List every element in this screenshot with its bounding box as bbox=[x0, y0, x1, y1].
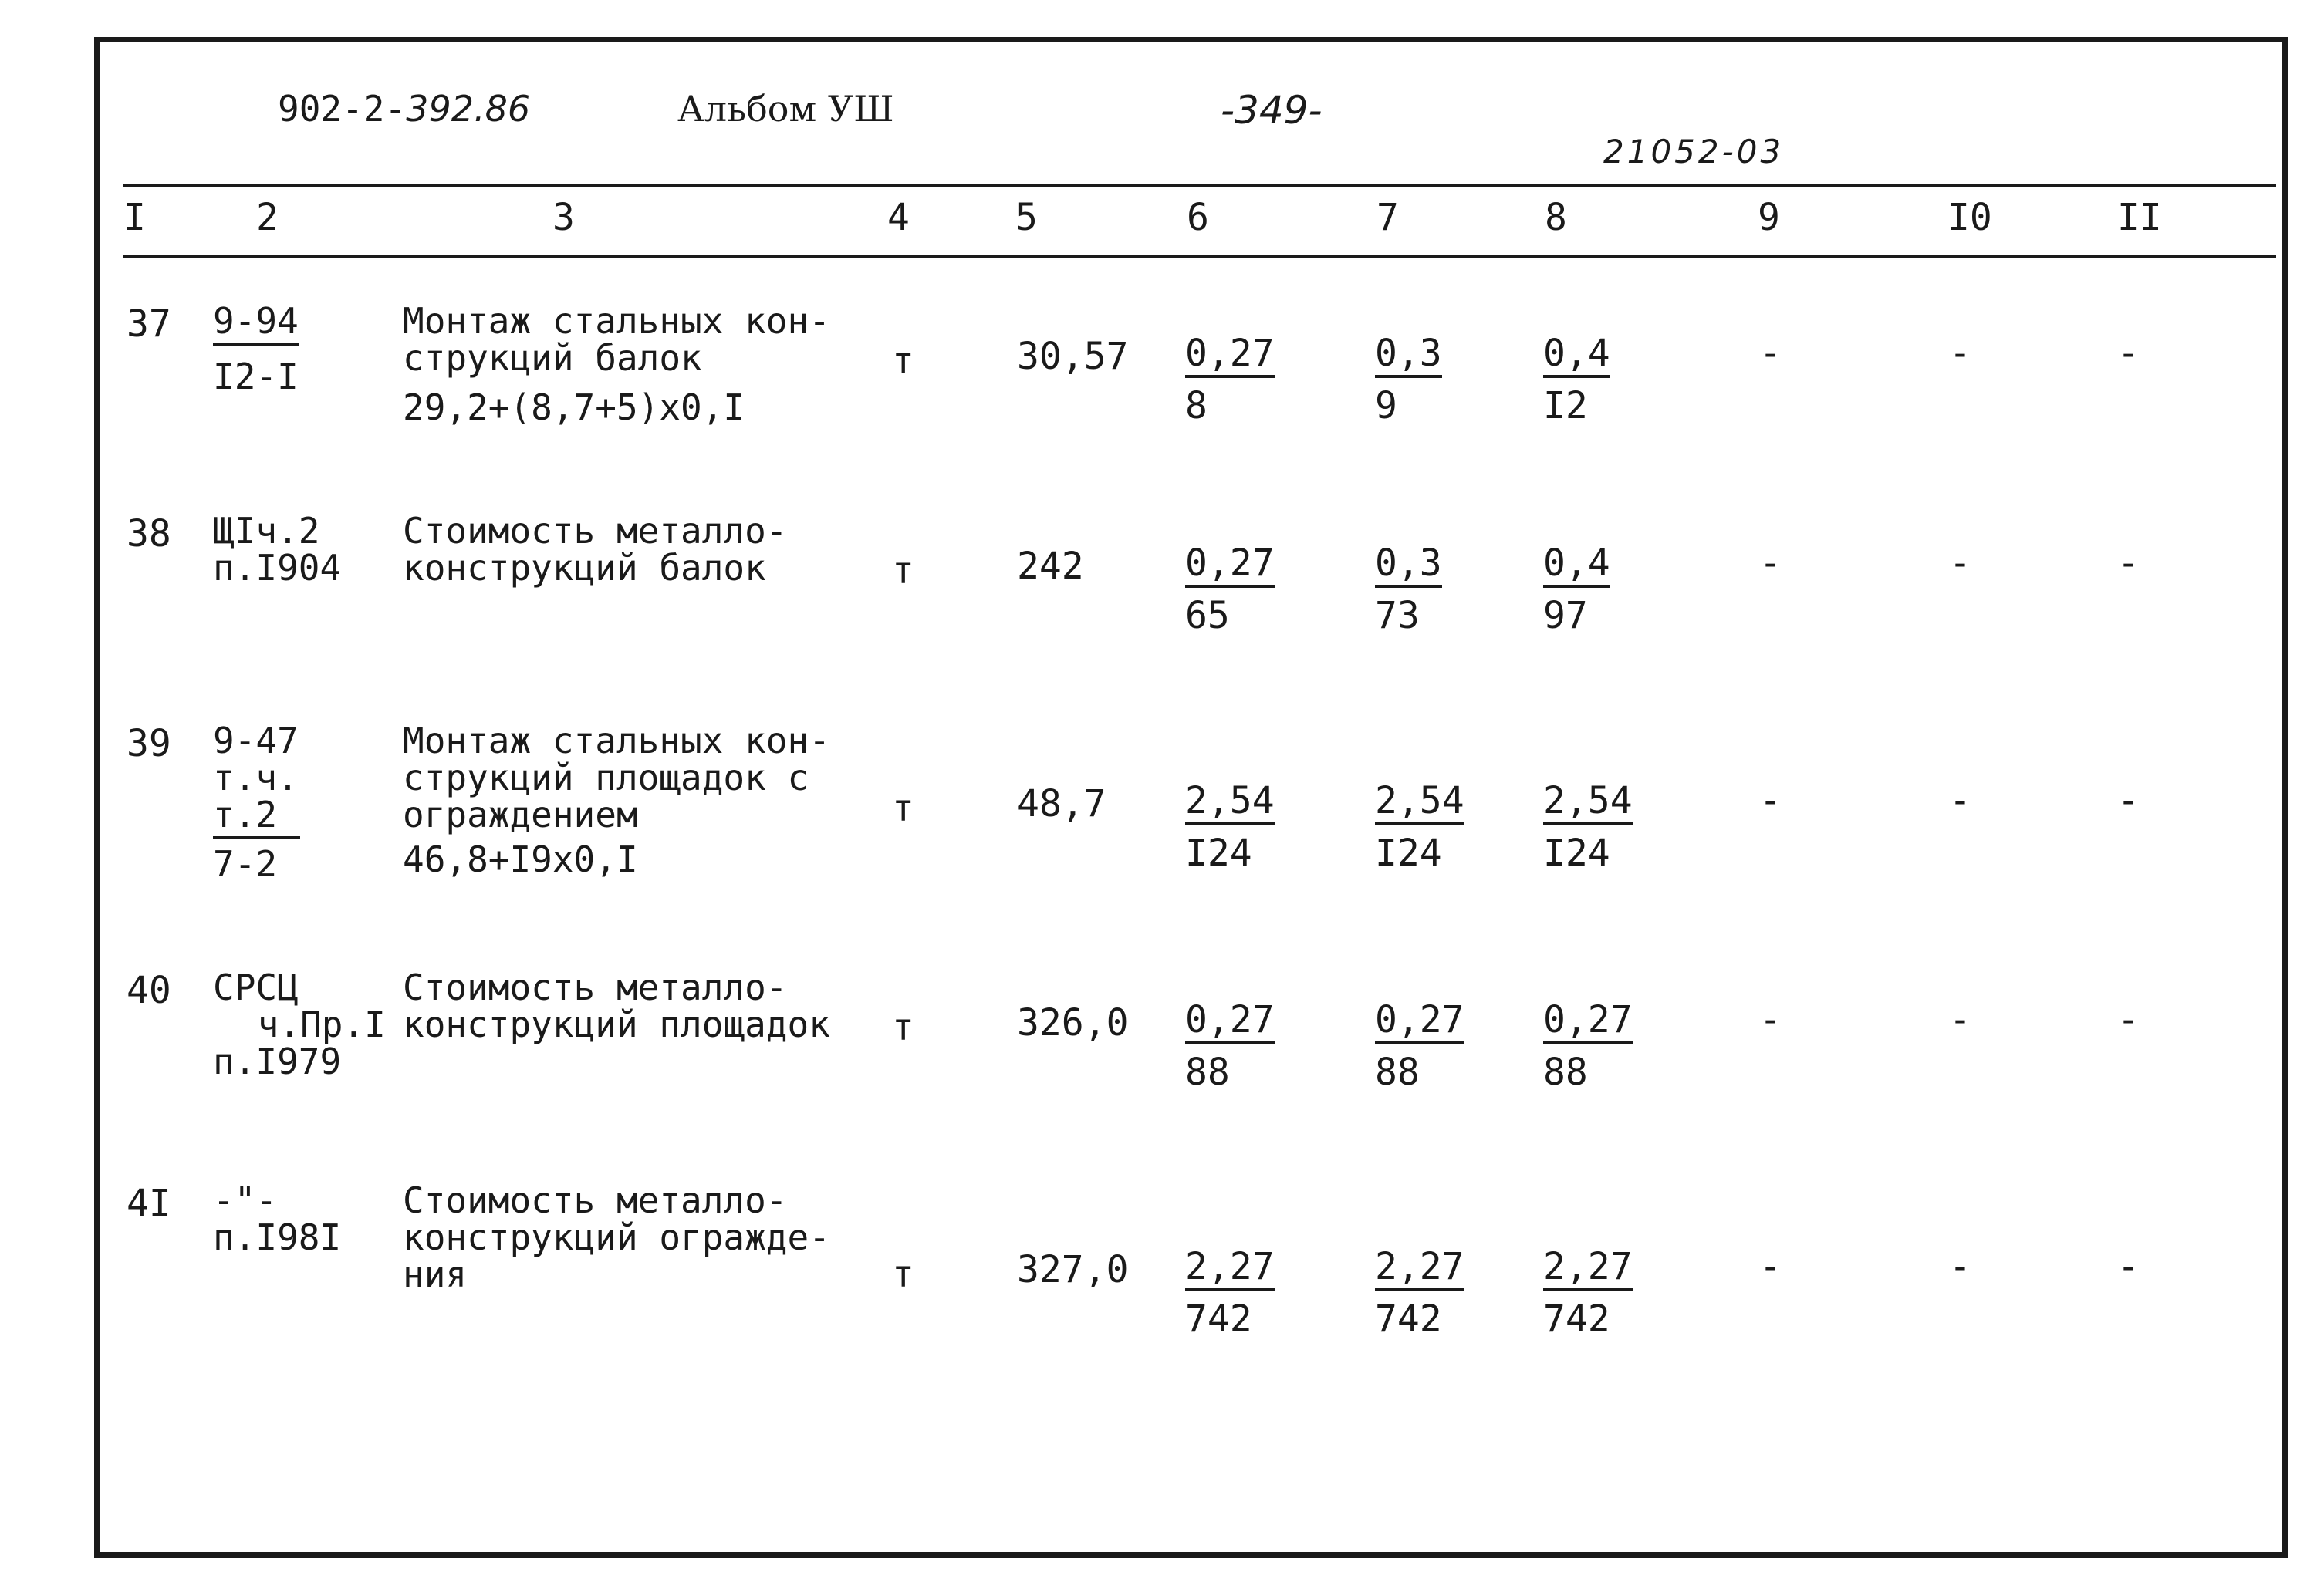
fraction-top: 0,27 bbox=[1375, 1001, 1464, 1044]
cell-col6 bbox=[1185, 998, 1275, 1094]
row-code bbox=[213, 969, 386, 1080]
page-number: -349- bbox=[1221, 88, 1322, 133]
row-number: 37 bbox=[127, 302, 171, 346]
code-line: ч.Пр.I bbox=[236, 1004, 386, 1045]
col-header-5: 5 bbox=[1015, 196, 1038, 239]
code-line: п.I979 bbox=[213, 1041, 342, 1082]
fraction-top: 2,54 bbox=[1375, 782, 1464, 825]
col-header-3: 3 bbox=[552, 196, 575, 239]
fraction-bottom: 97 bbox=[1543, 594, 1588, 637]
fraction-bottom: 742 bbox=[1375, 1298, 1442, 1341]
fraction-top: 0,4 bbox=[1543, 335, 1610, 378]
cell-col8 bbox=[1543, 1245, 1633, 1341]
cell-col8 bbox=[1543, 332, 1610, 427]
cell-col11: - bbox=[2117, 779, 2140, 822]
code-line: п.I98I bbox=[213, 1217, 342, 1258]
fraction-top: 2,27 bbox=[1185, 1248, 1275, 1291]
desc-line: Монтаж стальных кон- bbox=[403, 720, 830, 761]
fraction-top: 0,27 bbox=[1185, 335, 1275, 378]
col-header-9: 9 bbox=[1758, 196, 1780, 239]
desc-line: ограждением bbox=[403, 794, 638, 835]
cell-col7 bbox=[1375, 332, 1442, 427]
row-description bbox=[403, 510, 788, 589]
fraction-bottom: 742 bbox=[1185, 1298, 1252, 1341]
row-unit: т bbox=[892, 339, 914, 383]
fraction-bottom: I24 bbox=[1543, 832, 1610, 875]
fraction-top: 0,27 bbox=[1185, 545, 1275, 588]
cell-col8 bbox=[1543, 998, 1633, 1094]
col-header-7: 7 bbox=[1376, 196, 1399, 239]
row-description bbox=[403, 302, 830, 426]
row-quantity: 48,7 bbox=[1017, 782, 1106, 825]
fraction-top: 2,27 bbox=[1375, 1248, 1464, 1291]
fraction-top: 0,4 bbox=[1543, 545, 1610, 588]
desc-line: струкций балок bbox=[403, 337, 702, 379]
row-quantity: 326,0 bbox=[1017, 1001, 1129, 1044]
fraction-bottom: 65 bbox=[1185, 594, 1230, 637]
code-line: т.2 bbox=[213, 796, 300, 839]
desc-line: Монтаж стальных кон- bbox=[403, 300, 830, 342]
row-unit: т bbox=[892, 1253, 914, 1296]
fraction-bottom: 88 bbox=[1543, 1051, 1588, 1094]
cell-col9: - bbox=[1759, 332, 1782, 375]
cell-col9: - bbox=[1759, 998, 1782, 1041]
cell-col10: - bbox=[1949, 998, 1971, 1041]
project-suffix: 392.86 bbox=[406, 88, 531, 130]
desc-line: Стоимость металло- bbox=[403, 967, 788, 1008]
cell-col11: - bbox=[2117, 332, 2140, 375]
fraction-top: 2,27 bbox=[1543, 1248, 1633, 1291]
document-code: 21052-03 bbox=[1603, 133, 1785, 170]
cell-col6 bbox=[1185, 1245, 1275, 1341]
code-line: ЩIч.2 bbox=[213, 510, 320, 552]
fraction-top: 0,27 bbox=[1543, 1001, 1633, 1044]
cell-col11: - bbox=[2117, 542, 2140, 585]
desc-line: струкций площадок с bbox=[403, 757, 809, 798]
code-line: 9-94 bbox=[213, 302, 299, 346]
cell-col7 bbox=[1375, 998, 1464, 1094]
row-code bbox=[213, 1179, 342, 1258]
code-line: 7-2 bbox=[213, 843, 278, 885]
cell-col11: - bbox=[2117, 998, 2140, 1041]
cell-col10: - bbox=[1949, 542, 1971, 585]
fraction-bottom: 742 bbox=[1543, 1298, 1610, 1341]
code-line: СРСЦ bbox=[213, 967, 299, 1008]
fraction-top: 0,27 bbox=[1185, 1001, 1275, 1044]
fraction-bottom: 9 bbox=[1375, 384, 1397, 427]
row-description bbox=[403, 1179, 830, 1295]
cell-col10: - bbox=[1949, 332, 1971, 375]
project-prefix: 902-2- bbox=[278, 88, 407, 130]
fraction-bottom: 73 bbox=[1375, 594, 1420, 637]
cell-col11: - bbox=[2117, 1245, 2140, 1288]
row-code bbox=[213, 720, 300, 885]
fraction-top: 2,54 bbox=[1543, 782, 1633, 825]
row-quantity: 30,57 bbox=[1017, 335, 1129, 378]
fraction-top: 0,3 bbox=[1375, 545, 1442, 588]
col-header-10: I0 bbox=[1947, 196, 1992, 239]
desc-line: Стоимость металло- bbox=[403, 1179, 788, 1221]
fraction-bottom: 88 bbox=[1375, 1051, 1420, 1094]
fraction-bottom: 8 bbox=[1185, 384, 1208, 427]
code-line: т.ч. bbox=[213, 757, 299, 798]
row-number: 38 bbox=[127, 512, 171, 555]
col-header-1: I bbox=[123, 196, 146, 239]
fraction-top: 2,54 bbox=[1185, 782, 1275, 825]
cell-col8 bbox=[1543, 779, 1633, 875]
fraction-bottom: I24 bbox=[1375, 832, 1442, 875]
row-quantity: 242 bbox=[1017, 545, 1084, 588]
cell-col10: - bbox=[1949, 1245, 1971, 1288]
desc-line: конструкций площадок bbox=[403, 1004, 830, 1045]
row-unit: т bbox=[892, 787, 914, 830]
code-line: -"- bbox=[213, 1179, 278, 1221]
col-header-2: 2 bbox=[256, 196, 279, 239]
fraction-bottom: I24 bbox=[1185, 832, 1252, 875]
cell-col7 bbox=[1375, 1245, 1464, 1341]
desc-formula: 46,8+I9х0,I bbox=[403, 839, 638, 880]
col-header-4: 4 bbox=[887, 196, 910, 239]
row-unit: т bbox=[892, 1006, 914, 1049]
header-rule-bottom bbox=[123, 255, 2276, 258]
cell-col8 bbox=[1543, 542, 1610, 637]
col-header-11: II bbox=[2117, 196, 2162, 239]
header-rule-top bbox=[123, 184, 2276, 187]
row-number: 4I bbox=[127, 1182, 171, 1225]
code-line: 9-47 bbox=[213, 720, 299, 761]
row-number: 39 bbox=[127, 722, 171, 765]
fraction-bottom: 88 bbox=[1185, 1051, 1230, 1094]
desc-line: конструкций балок bbox=[403, 547, 766, 589]
cell-col6 bbox=[1185, 332, 1275, 427]
row-code bbox=[213, 302, 299, 395]
row-unit: т bbox=[892, 549, 914, 592]
desc-formula: 29,2+(8,7+5)х0,I bbox=[403, 386, 745, 428]
row-code bbox=[213, 510, 342, 589]
col-header-8: 8 bbox=[1545, 196, 1567, 239]
cell-col6 bbox=[1185, 779, 1275, 875]
code-line: I2-I bbox=[213, 356, 299, 397]
cell-col10: - bbox=[1949, 779, 1971, 822]
row-number: 40 bbox=[127, 969, 171, 1012]
row-description bbox=[403, 969, 830, 1043]
row-quantity: 327,0 bbox=[1017, 1248, 1129, 1291]
cell-col9: - bbox=[1759, 779, 1782, 822]
desc-line: Стоимость металло- bbox=[403, 510, 788, 552]
cell-col7 bbox=[1375, 779, 1464, 875]
fraction-top: 0,3 bbox=[1375, 335, 1442, 378]
album-label: Альбом УШ bbox=[677, 88, 894, 130]
desc-line: ния bbox=[403, 1254, 468, 1295]
cell-col6 bbox=[1185, 542, 1275, 637]
desc-line: конструкций огражде- bbox=[403, 1217, 830, 1258]
cell-col9: - bbox=[1759, 542, 1782, 585]
cell-col7 bbox=[1375, 542, 1442, 637]
row-description bbox=[403, 722, 830, 878]
col-header-6: 6 bbox=[1187, 196, 1209, 239]
code-line: п.I904 bbox=[213, 547, 342, 589]
fraction-bottom: I2 bbox=[1543, 384, 1588, 427]
project-number bbox=[278, 88, 531, 130]
cell-col9: - bbox=[1759, 1245, 1782, 1288]
